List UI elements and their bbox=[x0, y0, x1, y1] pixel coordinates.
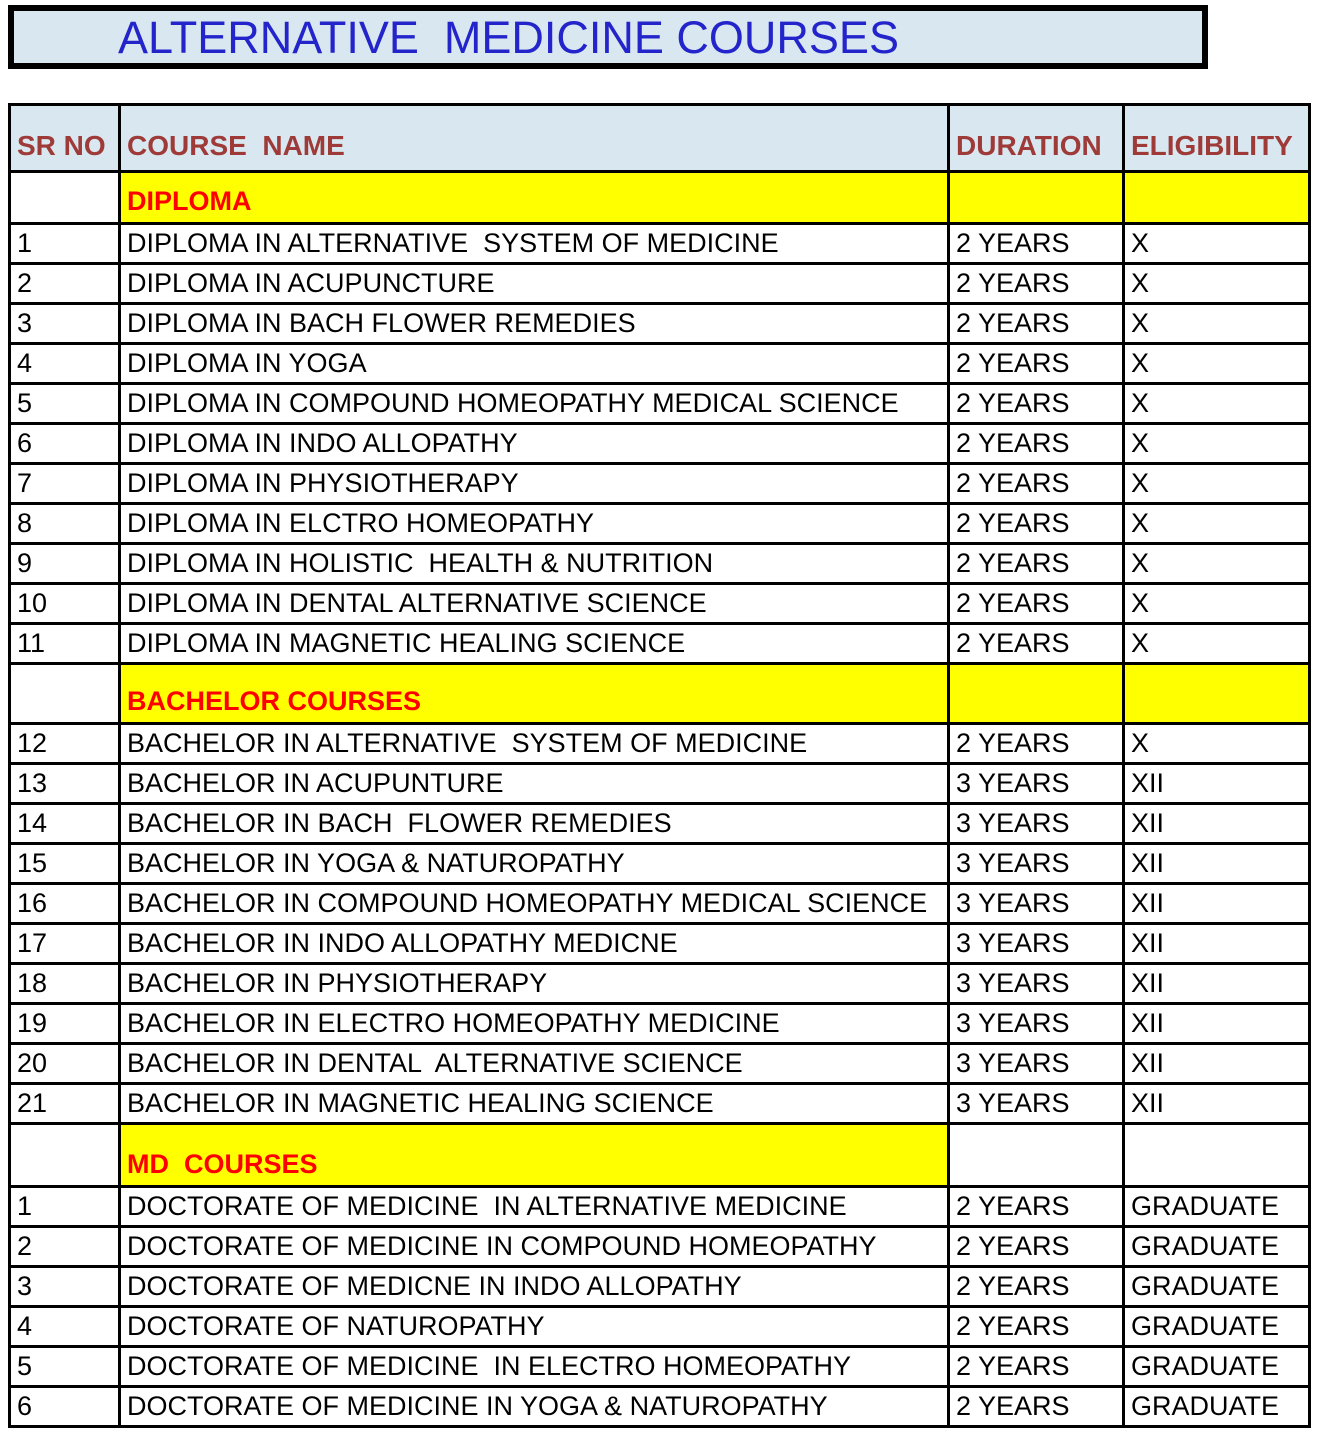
course-name-cell: DIPLOMA IN HOLISTIC HEALTH & NUTRITION bbox=[120, 544, 949, 584]
eligibility-cell: XII bbox=[1124, 1004, 1310, 1044]
duration-cell: 2 YEARS bbox=[949, 1347, 1124, 1387]
sr-no-cell: 4 bbox=[10, 344, 120, 384]
eligibility-cell: XII bbox=[1124, 964, 1310, 1004]
sr-no-cell: 2 bbox=[10, 264, 120, 304]
sr-no-cell: 16 bbox=[10, 884, 120, 924]
course-row bbox=[10, 1267, 1310, 1307]
sr-no-cell: 6 bbox=[10, 1387, 120, 1427]
section-label-cell: DIPLOMA bbox=[120, 172, 949, 224]
sr-no-cell: 6 bbox=[10, 424, 120, 464]
duration-cell: 2 YEARS bbox=[949, 424, 1124, 464]
duration-cell: 2 YEARS bbox=[949, 624, 1124, 664]
course-name-cell: DIPLOMA IN DENTAL ALTERNATIVE SCIENCE bbox=[120, 584, 949, 624]
section-header-row bbox=[10, 172, 1310, 224]
duration-cell: 2 YEARS bbox=[949, 464, 1124, 504]
eligibility-cell: X bbox=[1124, 384, 1310, 424]
course-name-cell: BACHELOR IN ACUPUNTURE bbox=[120, 764, 949, 804]
course-row bbox=[10, 964, 1310, 1004]
header-course-name: COURSE NAME bbox=[120, 105, 949, 172]
duration-cell: 2 YEARS bbox=[949, 1267, 1124, 1307]
eligibility-cell: XII bbox=[1124, 764, 1310, 804]
sr-no-cell: 21 bbox=[10, 1084, 120, 1124]
section-sr-cell bbox=[10, 172, 120, 224]
course-row bbox=[10, 1347, 1310, 1387]
course-name-cell: DIPLOMA IN BACH FLOWER REMEDIES bbox=[120, 304, 949, 344]
eligibility-cell: XII bbox=[1124, 804, 1310, 844]
eligibility-cell: X bbox=[1124, 464, 1310, 504]
duration-cell: 3 YEARS bbox=[949, 924, 1124, 964]
sr-no-cell: 4 bbox=[10, 1307, 120, 1347]
eligibility-cell: GRADUATE bbox=[1124, 1187, 1310, 1227]
eligibility-cell: X bbox=[1124, 304, 1310, 344]
course-row bbox=[10, 884, 1310, 924]
header-eligibility: ELIGIBILITY bbox=[1124, 105, 1310, 172]
eligibility-cell: GRADUATE bbox=[1124, 1387, 1310, 1427]
course-name-cell: DIPLOMA IN MAGNETIC HEALING SCIENCE bbox=[120, 624, 949, 664]
eligibility-cell: XII bbox=[1124, 924, 1310, 964]
section-sr-cell bbox=[10, 1124, 120, 1187]
sr-no-cell: 5 bbox=[10, 384, 120, 424]
section-header-row bbox=[10, 664, 1310, 724]
course-row bbox=[10, 624, 1310, 664]
eligibility-cell: X bbox=[1124, 584, 1310, 624]
section-duration-cell bbox=[949, 664, 1124, 724]
section-sr-cell bbox=[10, 664, 120, 724]
eligibility-cell: GRADUATE bbox=[1124, 1227, 1310, 1267]
section-label-cell: BACHELOR COURSES bbox=[120, 664, 949, 724]
eligibility-cell: X bbox=[1124, 424, 1310, 464]
duration-cell: 3 YEARS bbox=[949, 844, 1124, 884]
sr-no-cell: 3 bbox=[10, 304, 120, 344]
course-row bbox=[10, 804, 1310, 844]
header-row bbox=[10, 105, 1310, 172]
course-name-cell: BACHELOR IN DENTAL ALTERNATIVE SCIENCE bbox=[120, 1044, 949, 1084]
course-name-cell: BACHELOR IN ELECTRO HOMEOPATHY MEDICINE bbox=[120, 1004, 949, 1044]
course-name-cell: BACHELOR IN PHYSIOTHERAPY bbox=[120, 964, 949, 1004]
course-row bbox=[10, 844, 1310, 884]
duration-cell: 3 YEARS bbox=[949, 884, 1124, 924]
course-row bbox=[10, 344, 1310, 384]
duration-cell: 3 YEARS bbox=[949, 1084, 1124, 1124]
sr-no-cell: 8 bbox=[10, 504, 120, 544]
course-name-cell: BACHELOR IN MAGNETIC HEALING SCIENCE bbox=[120, 1084, 949, 1124]
duration-cell: 2 YEARS bbox=[949, 1187, 1124, 1227]
header-sr-no: SR NO bbox=[10, 105, 120, 172]
course-row bbox=[10, 924, 1310, 964]
course-row bbox=[10, 764, 1310, 804]
duration-cell: 2 YEARS bbox=[949, 724, 1124, 764]
eligibility-cell: XII bbox=[1124, 1084, 1310, 1124]
duration-cell: 2 YEARS bbox=[949, 504, 1124, 544]
course-row bbox=[10, 584, 1310, 624]
duration-cell: 2 YEARS bbox=[949, 584, 1124, 624]
sr-no-cell: 17 bbox=[10, 924, 120, 964]
eligibility-cell: X bbox=[1124, 724, 1310, 764]
duration-cell: 2 YEARS bbox=[949, 264, 1124, 304]
course-row bbox=[10, 1004, 1310, 1044]
course-row bbox=[10, 1227, 1310, 1267]
sr-no-cell: 12 bbox=[10, 724, 120, 764]
sr-no-cell: 13 bbox=[10, 764, 120, 804]
eligibility-cell: X bbox=[1124, 224, 1310, 264]
sr-no-cell: 19 bbox=[10, 1004, 120, 1044]
page-title: ALTERNATIVE MEDICINE COURSES bbox=[118, 11, 899, 63]
section-duration-cell bbox=[949, 1124, 1124, 1187]
course-row bbox=[10, 1187, 1310, 1227]
eligibility-cell: X bbox=[1124, 264, 1310, 304]
duration-cell: 2 YEARS bbox=[949, 1387, 1124, 1427]
eligibility-cell: X bbox=[1124, 344, 1310, 384]
section-duration-cell bbox=[949, 172, 1124, 224]
course-name-cell: DIPLOMA IN INDO ALLOPATHY bbox=[120, 424, 949, 464]
eligibility-cell: X bbox=[1124, 624, 1310, 664]
sr-no-cell: 11 bbox=[10, 624, 120, 664]
sr-no-cell: 5 bbox=[10, 1347, 120, 1387]
course-name-cell: DIPLOMA IN COMPOUND HOMEOPATHY MEDICAL SCIENCE bbox=[120, 384, 949, 424]
sr-no-cell: 3 bbox=[10, 1267, 120, 1307]
course-name-cell: BACHELOR IN ALTERNATIVE SYSTEM OF MEDICINE bbox=[120, 724, 949, 764]
duration-cell: 2 YEARS bbox=[949, 1227, 1124, 1267]
course-row bbox=[10, 264, 1310, 304]
course-name-cell: DIPLOMA IN ELCTRO HOMEOPATHY bbox=[120, 504, 949, 544]
sr-no-cell: 2 bbox=[10, 1227, 120, 1267]
course-name-cell: BACHELOR IN COMPOUND HOMEOPATHY MEDICAL SCIENCE bbox=[120, 884, 949, 924]
course-row bbox=[10, 384, 1310, 424]
duration-cell: 3 YEARS bbox=[949, 764, 1124, 804]
sr-no-cell: 9 bbox=[10, 544, 120, 584]
eligibility-cell: GRADUATE bbox=[1124, 1347, 1310, 1387]
course-row bbox=[10, 544, 1310, 584]
eligibility-cell: X bbox=[1124, 504, 1310, 544]
course-name-cell: DOCTORATE OF MEDICINE IN YOGA & NATUROPATHY bbox=[120, 1387, 949, 1427]
course-row bbox=[10, 1084, 1310, 1124]
duration-cell: 3 YEARS bbox=[949, 804, 1124, 844]
eligibility-cell: GRADUATE bbox=[1124, 1267, 1310, 1307]
course-row bbox=[10, 464, 1310, 504]
course-name-cell: DIPLOMA IN ALTERNATIVE SYSTEM OF MEDICINE bbox=[120, 224, 949, 264]
course-name-cell: DOCTORATE OF MEDICNE IN INDO ALLOPATHY bbox=[120, 1267, 949, 1307]
sr-no-cell: 7 bbox=[10, 464, 120, 504]
eligibility-cell: GRADUATE bbox=[1124, 1307, 1310, 1347]
course-name-cell: DIPLOMA IN ACUPUNCTURE bbox=[120, 264, 949, 304]
section-eligibility-cell bbox=[1124, 664, 1310, 724]
section-eligibility-cell bbox=[1124, 1124, 1310, 1187]
course-name-cell: DOCTORATE OF NATUROPATHY bbox=[120, 1307, 949, 1347]
course-row bbox=[10, 304, 1310, 344]
sr-no-cell: 1 bbox=[10, 224, 120, 264]
course-row bbox=[10, 1387, 1310, 1427]
courses-table bbox=[8, 103, 1311, 1428]
course-row bbox=[10, 724, 1310, 764]
duration-cell: 2 YEARS bbox=[949, 384, 1124, 424]
sr-no-cell: 20 bbox=[10, 1044, 120, 1084]
eligibility-cell: XII bbox=[1124, 884, 1310, 924]
duration-cell: 3 YEARS bbox=[949, 1044, 1124, 1084]
course-row bbox=[10, 224, 1310, 264]
course-row bbox=[10, 1307, 1310, 1347]
course-name-cell: BACHELOR IN BACH FLOWER REMEDIES bbox=[120, 804, 949, 844]
section-label-cell: MD COURSES bbox=[120, 1124, 949, 1187]
course-name-cell: DIPLOMA IN YOGA bbox=[120, 344, 949, 384]
title-banner bbox=[8, 5, 1208, 69]
course-row bbox=[10, 1044, 1310, 1084]
sr-no-cell: 10 bbox=[10, 584, 120, 624]
duration-cell: 2 YEARS bbox=[949, 344, 1124, 384]
duration-cell: 2 YEARS bbox=[949, 304, 1124, 344]
sr-no-cell: 15 bbox=[10, 844, 120, 884]
course-row bbox=[10, 504, 1310, 544]
duration-cell: 2 YEARS bbox=[949, 544, 1124, 584]
sr-no-cell: 14 bbox=[10, 804, 120, 844]
eligibility-cell: XII bbox=[1124, 844, 1310, 884]
section-header-row bbox=[10, 1124, 1310, 1187]
eligibility-cell: XII bbox=[1124, 1044, 1310, 1084]
course-row bbox=[10, 424, 1310, 464]
course-name-cell: DOCTORATE OF MEDICINE IN ELECTRO HOMEOPATHY bbox=[120, 1347, 949, 1387]
duration-cell: 3 YEARS bbox=[949, 1004, 1124, 1044]
header-duration: DURATION bbox=[949, 105, 1124, 172]
duration-cell: 3 YEARS bbox=[949, 964, 1124, 1004]
course-name-cell: DIPLOMA IN PHYSIOTHERAPY bbox=[120, 464, 949, 504]
eligibility-cell: X bbox=[1124, 544, 1310, 584]
sr-no-cell: 1 bbox=[10, 1187, 120, 1227]
sr-no-cell: 18 bbox=[10, 964, 120, 1004]
course-name-cell: DOCTORATE OF MEDICINE IN ALTERNATIVE MEDICINE bbox=[120, 1187, 949, 1227]
section-eligibility-cell bbox=[1124, 172, 1310, 224]
course-name-cell: DOCTORATE OF MEDICINE IN COMPOUND HOMEOPATHY bbox=[120, 1227, 949, 1267]
course-name-cell: BACHELOR IN YOGA & NATUROPATHY bbox=[120, 844, 949, 884]
duration-cell: 2 YEARS bbox=[949, 1307, 1124, 1347]
course-name-cell: BACHELOR IN INDO ALLOPATHY MEDICNE bbox=[120, 924, 949, 964]
duration-cell: 2 YEARS bbox=[949, 224, 1124, 264]
